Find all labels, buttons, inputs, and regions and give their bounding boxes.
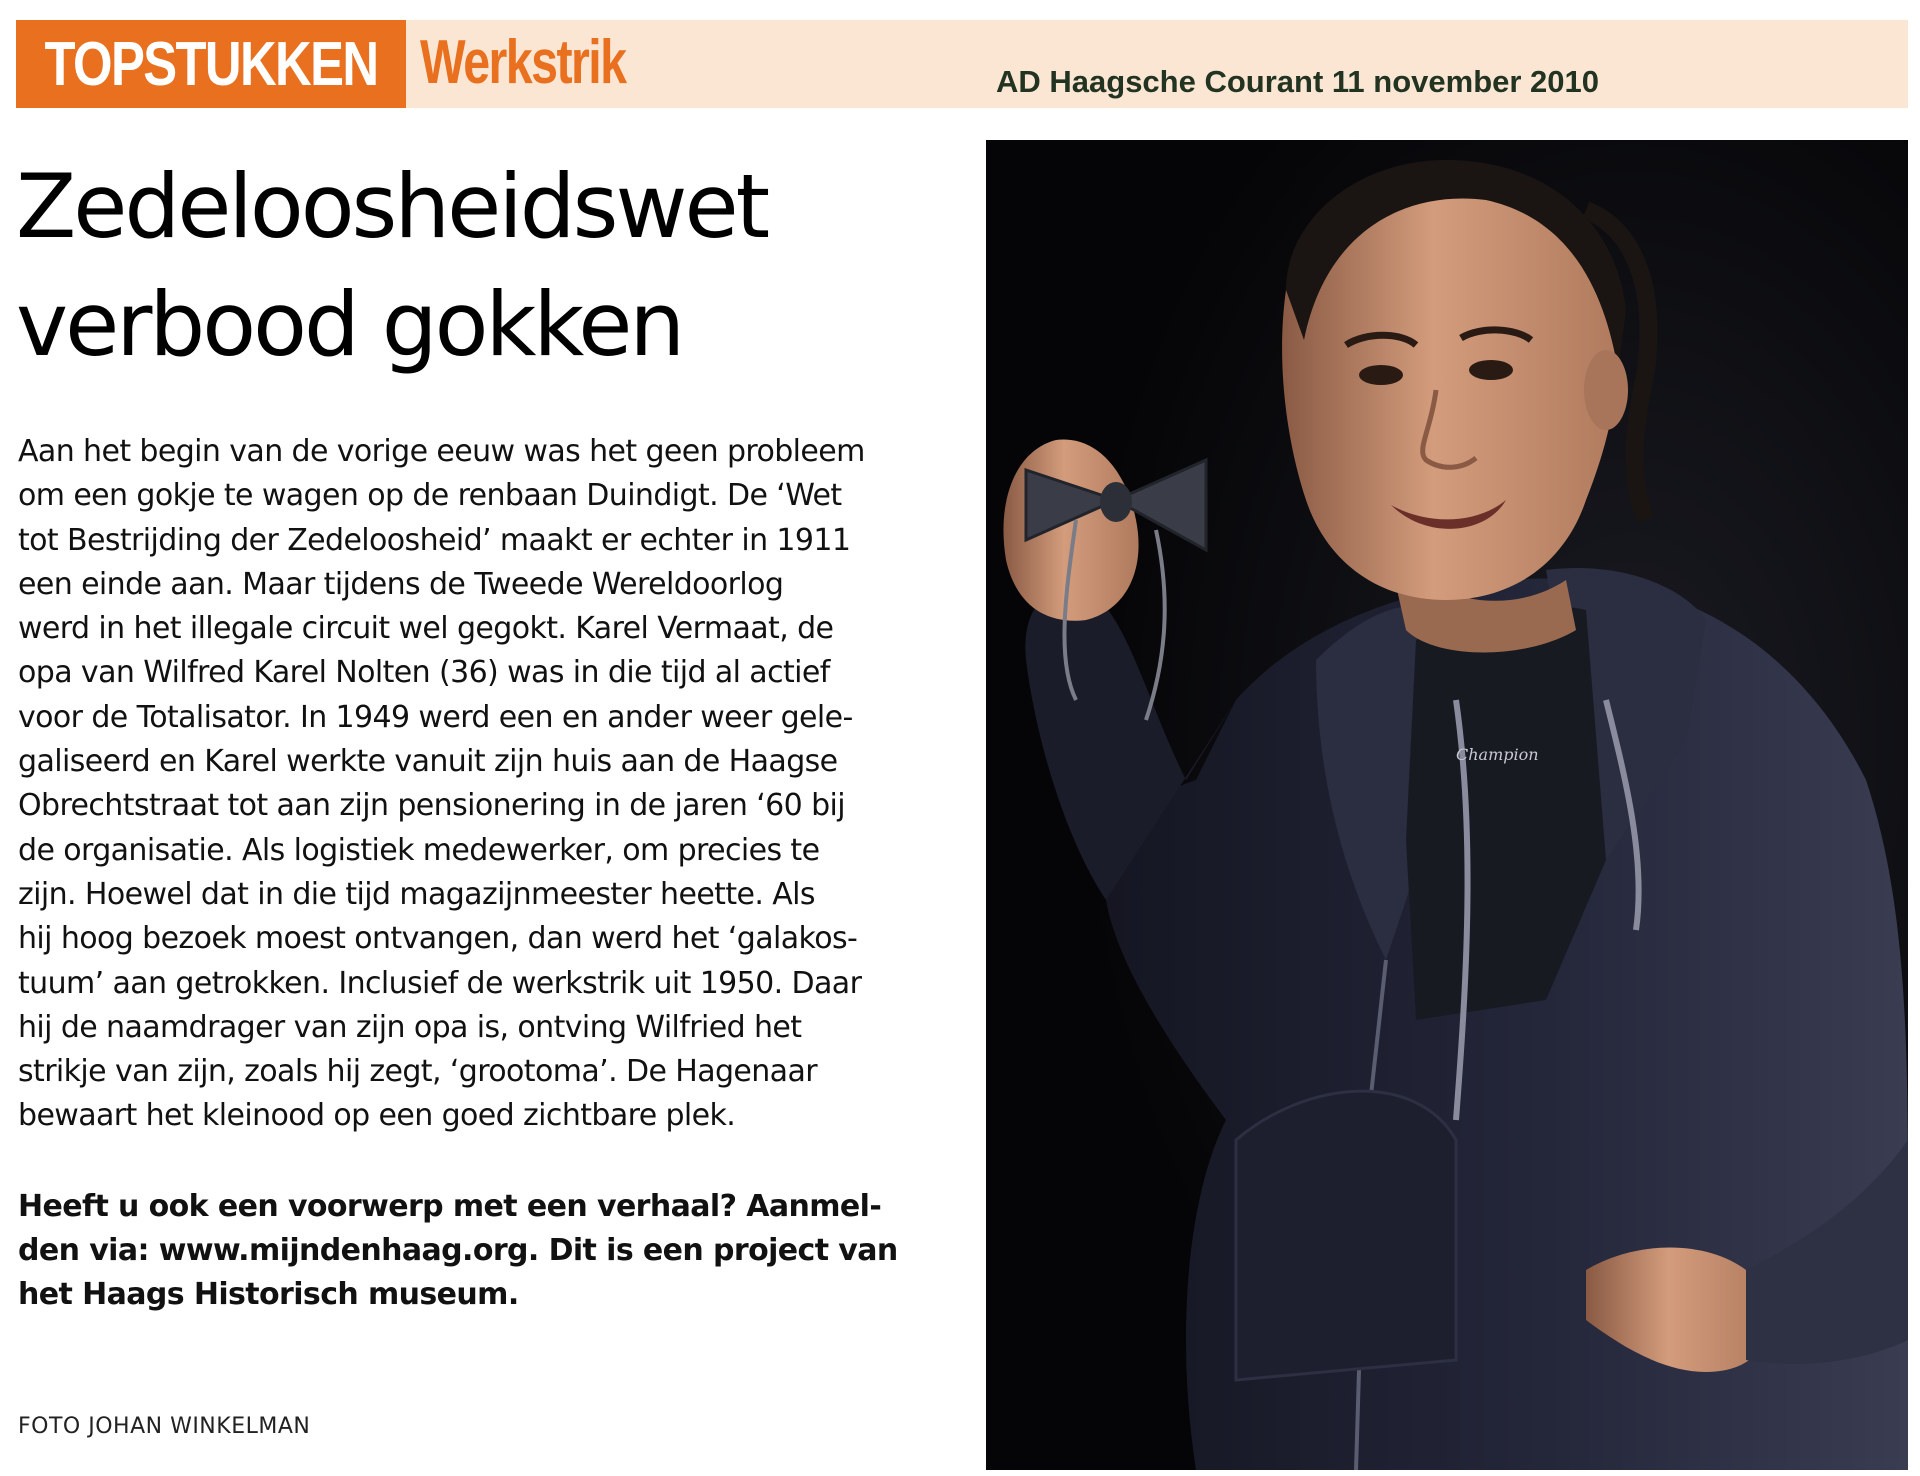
body-line: opa van Wilfred Karel Nolten (36) was in die tijd al actief: [18, 655, 830, 691]
body-line: de organisatie. Als logistiek medewerker, om precies te: [18, 832, 820, 868]
portrait-illustration: [986, 140, 1908, 1470]
body-line: werd in het illegale circuit wel gegokt. Karel Vermaat, de: [18, 611, 834, 647]
cta-line: den via: www.mijndenhaag.org. Dit is een project van: [18, 1233, 898, 1268]
body-line: Obrechtstraat tot aan zijn pensionering in de jaren ‘60 bij: [18, 788, 845, 824]
headline-line: Zedeloosheidswet: [16, 155, 768, 258]
right-eye: [1469, 360, 1513, 380]
headline: [16, 148, 976, 384]
source-line: AD Haagsche Courant 11 november 2010: [996, 64, 1600, 99]
body-line: hij hoog bezoek moest ontvangen, dan werd het ‘galakos-: [18, 921, 858, 957]
kicker-box: [16, 20, 406, 108]
body-line: Aan het begin van de vorige eeuw was het geen probleem: [18, 434, 865, 469]
article-body: [18, 430, 948, 1139]
call-to-action: [18, 1185, 948, 1317]
body-line: strikje van zijn, zoals hij zegt, ‘grootoma’. De Hagenaar: [18, 1054, 817, 1090]
cta-line: het Haags Historisch museum.: [18, 1277, 519, 1312]
body-line: voor de Totalisator. In 1949 werd een en ander weer gele-: [18, 699, 853, 735]
body-line: tot Bestrijding der Zedeloosheid’ maakt er echter in 1911: [18, 522, 851, 558]
headline-line: verbood gokken: [16, 273, 683, 376]
body-line: om een gokje te wagen op de renbaan Duindigt. De ‘Wet: [18, 478, 842, 514]
kicker-label: TOPSTUKKEN: [44, 29, 378, 99]
left-eye: [1359, 365, 1403, 385]
ear: [1584, 350, 1628, 430]
body-line: hij de naamdrager van zijn opa is, ontving Wilfried het: [18, 1009, 802, 1045]
body-line: een einde aan. Maar tijdens de Tweede Wereldoorlog: [18, 566, 784, 602]
cta-line: Heeft u ook een voorwerp met een verhaal? Aanmel-: [18, 1189, 882, 1224]
section-label: Werkstrik: [420, 27, 626, 97]
hoodie-pocket: [1236, 1091, 1456, 1380]
body-line: zijn. Hoewel dat in die tijd magazijnmeester heette. Als: [18, 876, 815, 912]
portrait-photo: [986, 140, 1908, 1470]
body-line: tuum’ aan getrokken. Inclusief de werkstrik uit 1950. Daar: [18, 965, 862, 1001]
photo-credit: FOTO JOHAN WINKELMAN: [18, 1414, 311, 1439]
body-line: galiseerd en Karel werkte vanuit zijn huis aan de Haagse: [18, 744, 838, 780]
brand-logo: Champion: [1456, 745, 1539, 764]
body-line: bewaart het kleinood op een goed zichtbare plek.: [18, 1098, 736, 1134]
